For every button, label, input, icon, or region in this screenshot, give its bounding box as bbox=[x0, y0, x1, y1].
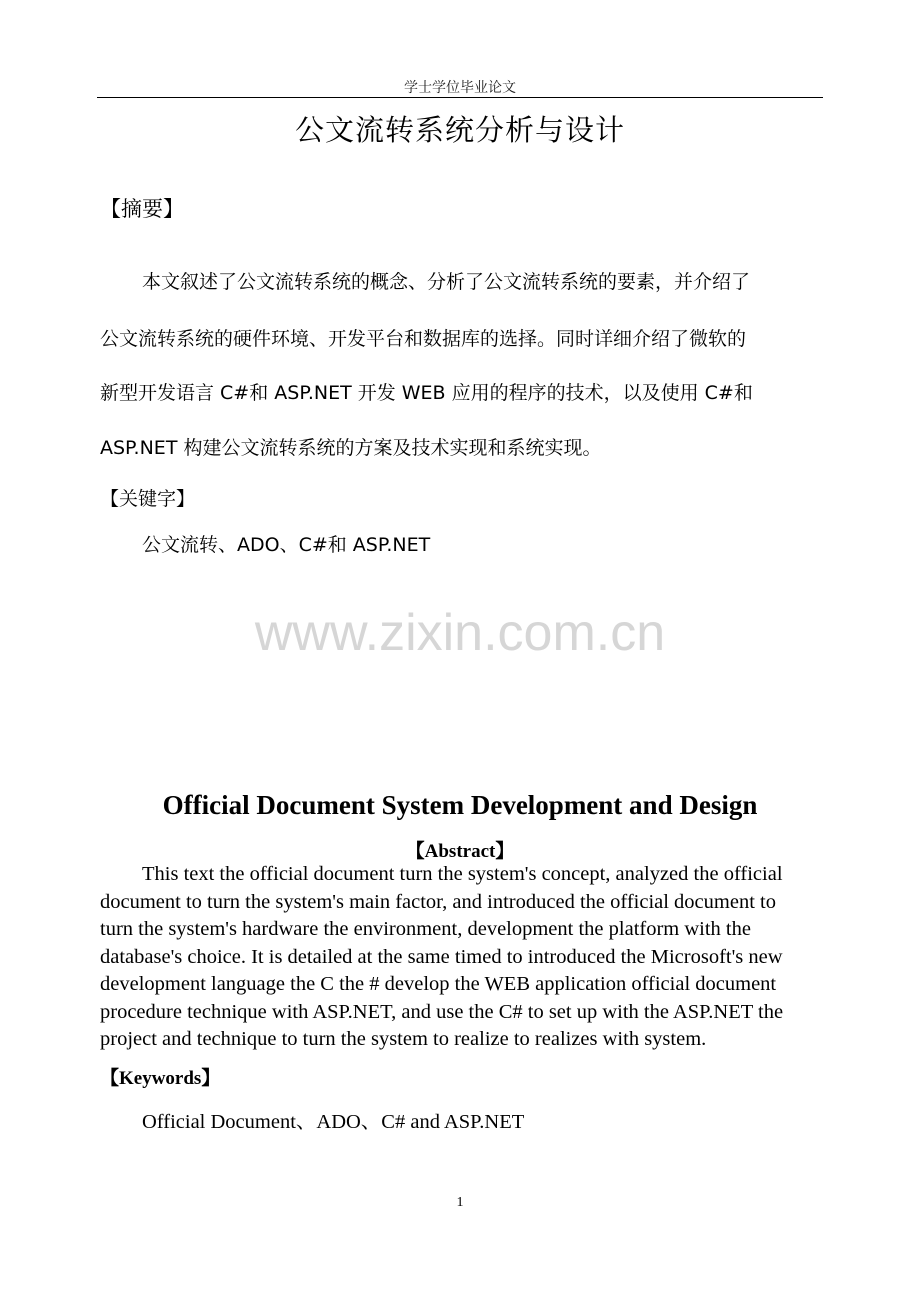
en-abstract-line: turn the system's hardware the environment, development the platform with the bbox=[100, 918, 751, 940]
en-title: Official Document System Development and Design bbox=[162, 790, 758, 820]
en-abstract-line: document to turn the system's main factor, and introduced the official document to bbox=[100, 891, 776, 913]
en-abstract-line: project and technique to turn the system to realize to realizes with system. bbox=[100, 1028, 707, 1050]
cn-abstract-line: 新型开发语言 C#和 ASP.NET 开发 WEB 应用的程序的技术，以及使用 C#和 bbox=[100, 382, 753, 404]
cn-abstract-heading: 【摘要】 bbox=[100, 197, 184, 221]
en-abstract-line: procedure technique with ASP.NET, and use the C# to set up with the ASP.NET the bbox=[100, 1001, 784, 1023]
en-abstract-line: database's choice. It is detailed at the same timed to introduced the Microsoft's new bbox=[100, 946, 783, 968]
cn-title: 公文流转系统分析与设计 bbox=[294, 113, 625, 147]
en-abstract-line: This text the official document turn the system's concept, analyzed the official bbox=[142, 863, 783, 885]
en-keywords-heading: 【Keywords】 bbox=[100, 1068, 221, 1089]
cn-keywords: 公文流转、ADO、C#和 ASP.NET bbox=[142, 534, 431, 556]
cn-abstract-line: ASP.NET 构建公文流转系统的方案及技术实现和系统实现。 bbox=[100, 437, 602, 459]
en-abstract-heading: 【Abstract】 bbox=[405, 841, 515, 862]
en-abstract-line: development language the C the # develop the WEB application official document bbox=[100, 973, 777, 995]
en-keywords: Official Document、ADO、C# and ASP.NET bbox=[142, 1111, 525, 1133]
cn-abstract-line: 公文流转系统的硬件环境、开发平台和数据库的选择。同时详细介绍了微软的 bbox=[100, 328, 747, 350]
header-rule bbox=[97, 97, 823, 98]
cn-abstract-line: 本文叙述了公文流转系统的概念、分析了公文流转系统的要素，并介绍了 bbox=[142, 271, 751, 293]
running-header: 学士学位毕业论文 bbox=[404, 80, 516, 96]
watermark: www.zixin.com.cn bbox=[254, 604, 666, 662]
cn-keywords-heading: 【关键字】 bbox=[100, 488, 196, 510]
page-number: 1 bbox=[456, 1195, 464, 1210]
